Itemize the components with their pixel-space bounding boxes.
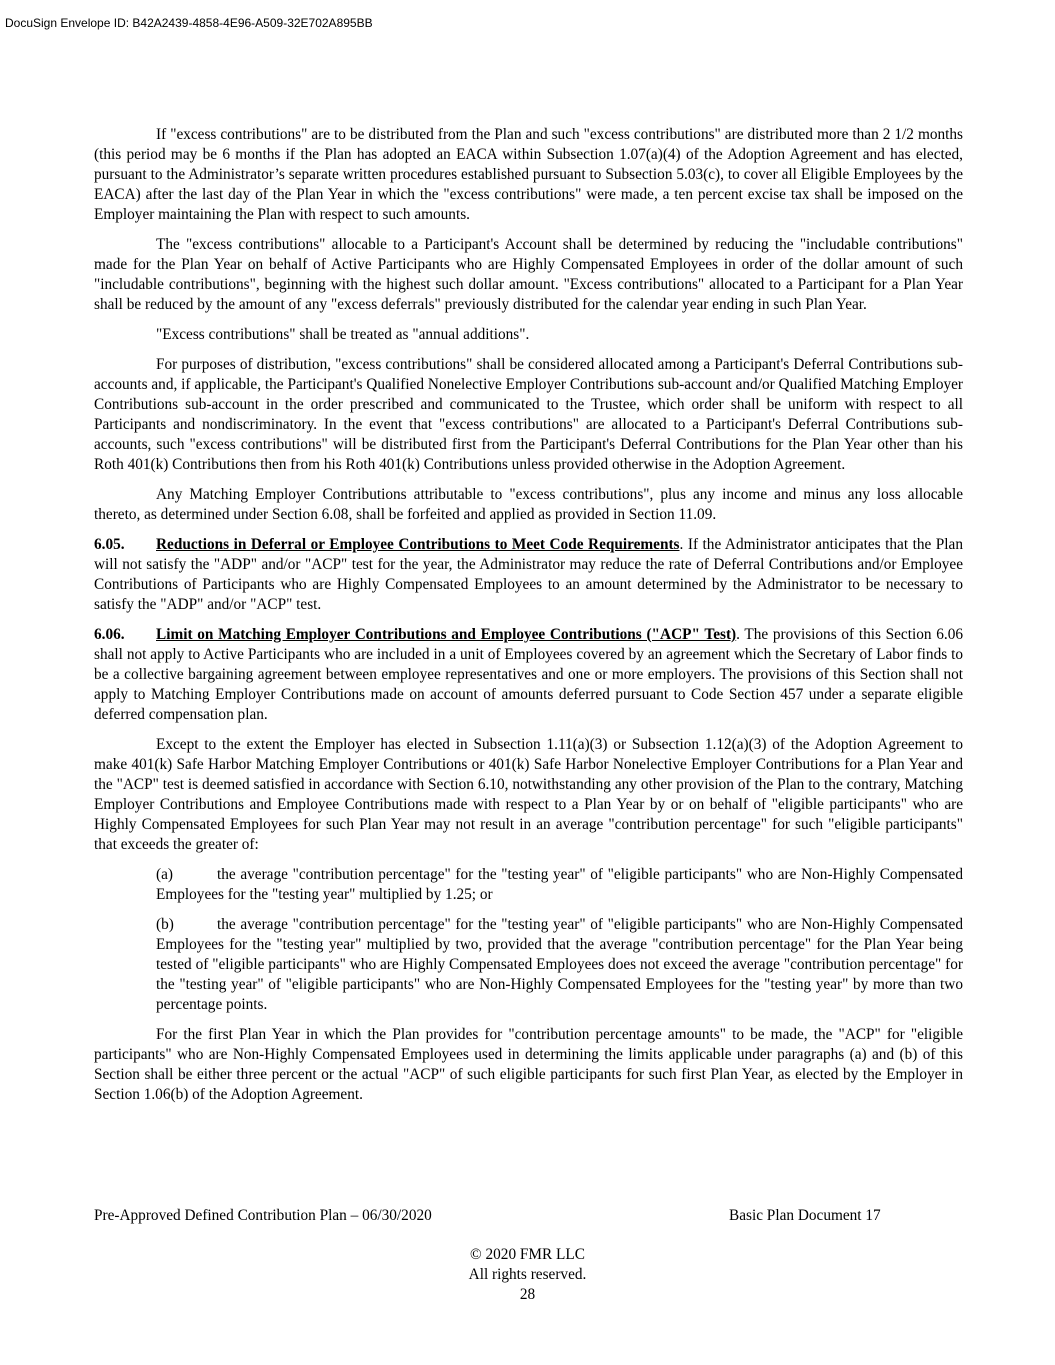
item-label: (a) [156,866,173,883]
footer-rights: All rights reserved. [468,1266,587,1283]
page-number: 28 [519,1286,536,1303]
list-item-a [156,865,963,905]
section-title: Limit on Matching Employer Contributions and Employee Contributions ("ACP" Test) [156,626,737,643]
item-text: the average "contribution percentage" for the "testing year" of "eligible participants" who are Non-Highly Compensated Employees for the "testing year" multiplied by two, provided that the average "contribution percentage" for the Plan Year being tested of "eligible participants" who are Highly Compensated Employees does not exceed the average "contribution percentage" for the "testing year" of "eligible participants" who are Non-Highly Compensated Employees for the "testing year" by more than two percentage points. [156,916,963,1013]
section-number: 6.05. [94,536,125,553]
section-body: . The provisions of this Section 6.06 shall not apply to Active Participants who are included in a unit of Employees covered by an agreement which the Secretary of Labor finds to be a collective bargaining agreement between employee representatives and one or more employers. The provisions of this Section shall not apply to Matching Employer Contributions made on account of amounts deferred pursuant to Code Section 457 under a separate eligible deferred compensation plan. [94,626,963,723]
paragraph-annual-additions: "Excess contributions" shall be treated as "annual additions". [156,326,530,343]
paragraph-excess-allocation: The "excess contributions" allocable to a Participant's Account shall be determined by reducing the "includable contributions" made for the Plan Year on behalf of Active Participants who are Highly Compensated Employees in order of the dollar amount of such "includable contributions", beginning with the highest such dollar amount. "Excess contributions" allocated to a Participant for a Plan Year shall be reduced by the amount of any "excess deferrals" previously distributed for the calendar year ending in such Plan Year. [94,236,963,313]
footer-copyright-block [0,1245,1055,1305]
paragraph-first-plan-year: For the first Plan Year in which the Plan provides for "contribution percentage amounts" to be made, the "ACP" for "eligible participants" who are Non-Highly Compensated Employees used in determining the limits applicable under paragraphs (a) and (b) of this Section shall be either three percent or the actual "ACP" of such eligible participants for such first Plan Year, as elected by the Employer in Section 1.06(b) of the Adoption Agreement. [94,1026,963,1103]
document-body [94,125,963,1115]
docusign-envelope-id: DocuSign Envelope ID: B42A2439-4858-4E96-A509-32E702A895BB [5,16,373,30]
item-text: the average "contribution percentage" for the "testing year" of "eligible participants" who are Non-Highly Compensated Employees for the "testing year" multiplied by 1.25; or [156,866,963,903]
footer-copyright: © 2020 FMR LLC [470,1246,585,1263]
section-body: . If the Administrator anticipates that the Plan will not satisfy the "ADP" and/or "ACP" test for the year, the Administrator may reduce the rate of Deferral Contributions and/or Employee Contributions of Participants who are Highly Compensated Employees to an amount determined by the Administrator to be necessary to satisfy the "ADP" and/or "ACP" test. [94,536,963,613]
paragraph-matching-forfeiture: Any Matching Employer Contributions attributable to "excess contributions", plus any income and minus any loss allocable thereto, as determined under Section 6.08, shall be forfeited and applied as provided in Section 11.09. [94,486,963,523]
paragraph-acp-limit: Except to the extent the Employer has elected in Subsection 1.11(a)(3) or Subsection 1.12(a)(3) of the Adoption Agreement to make 401(k) Safe Harbor Matching Employer Contributions or 401(k) Safe Harbor Nonelective Employer Contributions for a Plan Year and the "ACP" test is deemed satisfied in accordance with Section 6.10, notwithstanding any other provision of the Plan to the contrary, Matching Employer Contributions and Employee Contributions made with respect to a Plan Year by or on behalf of "eligible participants" who are Highly Compensated Employees for such Plan Year may not result in an average "contribution percentage" for such "eligible participants" that exceeds the greater of: [94,736,963,853]
section-6-05 [94,535,963,615]
section-number: 6.06. [94,626,125,643]
item-label: (b) [156,916,174,933]
paragraph-excess-distribution-tax: If "excess contributions" are to be distributed from the Plan and such "excess contributions" are distributed more than 2 1/2 months (this period may be 6 months if the Plan has adopted an EACA within Subsection 1.07(a)(4) of the Adoption Agreement and has elected, pursuant to the Administrator’s separate written procedures established pursuant to Subsection 5.03(c), to cover all Eligible Employees by the EACA) after the last day of the Plan Year in which the "excess contributions" were made, a ten percent excise tax shall be imposed on the Employer maintaining the Plan with respect to such amounts. [94,126,963,223]
footer-plan-name: Pre-Approved Defined Contribution Plan – 06/30/2020 [94,1207,432,1224]
section-title: Reductions in Deferral or Employee Contributions to Meet Code Requirements [156,536,680,553]
footer-document-label: Basic Plan Document 17 [729,1207,881,1224]
paragraph-distribution-order: For purposes of distribution, "excess contributions" shall be considered allocated among a Participant's Deferral Contributions sub-accounts and, if applicable, the Participant's Qualified Nonelective Employer Contributions sub-account and/or Qualified Matching Employer Contributions sub-account in the order prescribed and communicated to the Trustee, which order shall be uniform with respect to all Participants and nondiscriminatory. In the event that "excess contributions" are allocated to a Participant's Deferral Contributions sub-accounts, such "excess contributions" will be distributed first from the Participant's Deferral Contributions for the Plan Year other than his Roth 401(k) Contributions then from his Roth 401(k) Contributions unless provided otherwise in the Adoption Agreement. [94,356,963,473]
list-item-b [156,915,963,1015]
section-6-06 [94,625,963,725]
